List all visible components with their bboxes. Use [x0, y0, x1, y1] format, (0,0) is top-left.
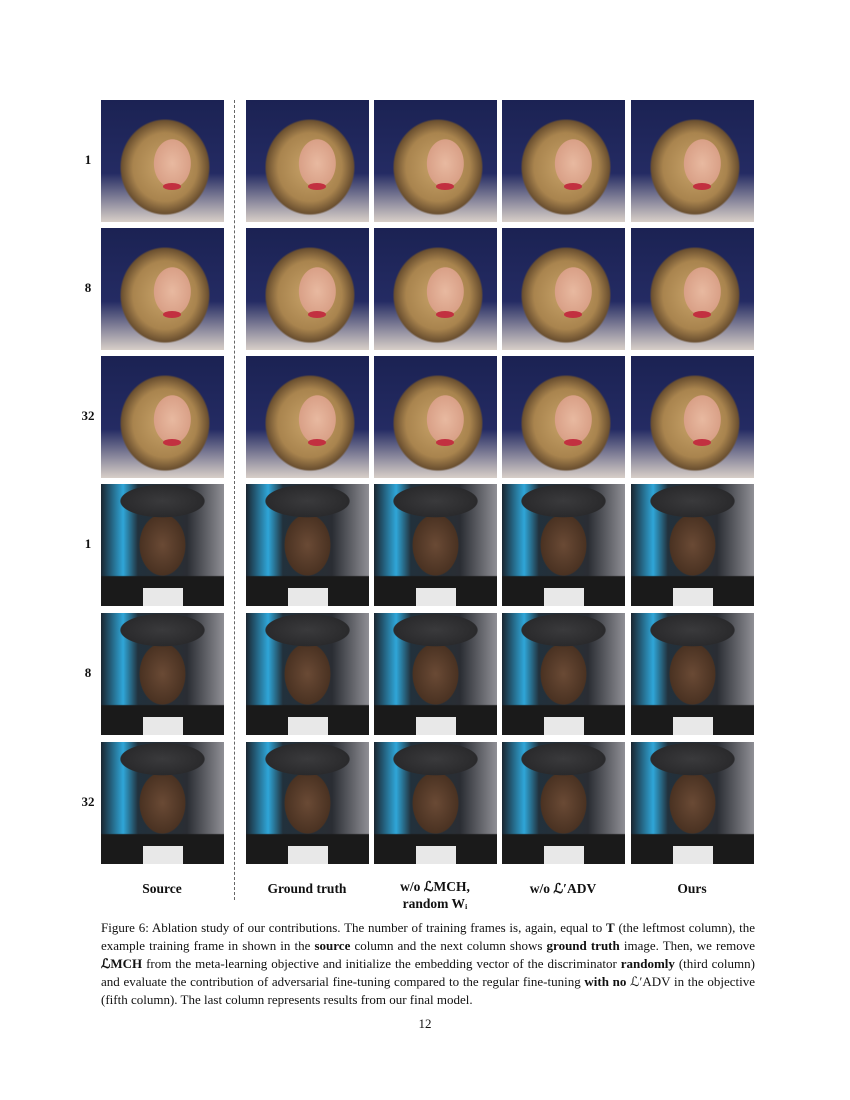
caption-text: (the leftmost column), the example training frame in shown in the	[101, 920, 755, 953]
caption-text: column and the next column shows	[350, 938, 547, 953]
face-image-ground-truth	[246, 484, 369, 606]
face-image-ours	[631, 228, 754, 350]
row-label: 8	[84, 665, 92, 680]
face-image-no-mch	[374, 613, 497, 735]
face-image-ground-truth	[246, 228, 369, 350]
face-image-source	[101, 484, 224, 606]
caption-bold: with no	[584, 974, 627, 989]
caption-text: ℒ′ADV	[626, 974, 671, 989]
column-label-source: Source	[142, 881, 182, 896]
caption-text: from the meta-learning objective and initialize the embedding vector of the discriminator	[142, 956, 621, 971]
page-number: 12	[418, 1016, 432, 1031]
face-image-no-mch	[374, 228, 497, 350]
caption-bold: ℒMCH	[101, 956, 143, 971]
figure-caption	[101, 919, 755, 1009]
column-label-no-mch-line1: w/o ℒMCH,	[400, 879, 470, 894]
face-image-ground-truth	[246, 100, 369, 222]
face-image-source	[101, 100, 224, 222]
face-image-ours	[631, 100, 754, 222]
face-image-source	[101, 742, 224, 864]
column-divider	[234, 100, 235, 900]
caption-bold: ground truth	[546, 938, 620, 953]
column-label-no-mch-line2: random Wᵢ	[402, 896, 468, 911]
row-label: 1	[84, 536, 92, 551]
caption-bold: T	[606, 920, 615, 935]
face-image-no-adv	[502, 484, 625, 606]
column-label-no-adv: w/o ℒ′ADV	[529, 881, 597, 896]
caption-bold: source	[314, 938, 351, 953]
face-image-no-adv	[502, 228, 625, 350]
face-image-source	[101, 613, 224, 735]
caption-text: in the objective (fifth column). The last column represents results from our final model.	[101, 974, 756, 1007]
column-label-ours: Ours	[677, 881, 707, 896]
face-image-ours	[631, 356, 754, 478]
face-image-source	[101, 228, 224, 350]
face-image-no-adv	[502, 613, 625, 735]
caption-text: (third column) and evaluate the contribution of adversarial fine-tuning compared to the regular fine-tuning	[101, 956, 755, 989]
face-image-ours	[631, 742, 754, 864]
caption-bold: randomly	[620, 956, 675, 971]
row-label: 32	[81, 408, 95, 423]
face-image-no-mch	[374, 484, 497, 606]
face-image-ours	[631, 484, 754, 606]
face-image-ground-truth	[246, 356, 369, 478]
caption-text: Figure 6: Ablation study of our contributions. The number of training frames is, again, equal to	[101, 920, 607, 935]
face-image-no-mch	[374, 742, 497, 864]
row-label: 8	[84, 280, 92, 295]
caption-text: image. Then, we remove	[619, 938, 755, 953]
face-image-no-mch	[374, 100, 497, 222]
face-image-no-adv	[502, 356, 625, 478]
face-image-no-adv	[502, 742, 625, 864]
face-image-no-adv	[502, 100, 625, 222]
column-label-no-mch	[370, 878, 500, 912]
column-label-ground-truth: Ground truth	[267, 881, 347, 896]
face-image-ground-truth	[246, 613, 369, 735]
row-label: 1	[84, 152, 92, 167]
face-image-source	[101, 356, 224, 478]
face-image-ours	[631, 613, 754, 735]
face-image-ground-truth	[246, 742, 369, 864]
row-label: 32	[81, 794, 95, 809]
face-image-no-mch	[374, 356, 497, 478]
